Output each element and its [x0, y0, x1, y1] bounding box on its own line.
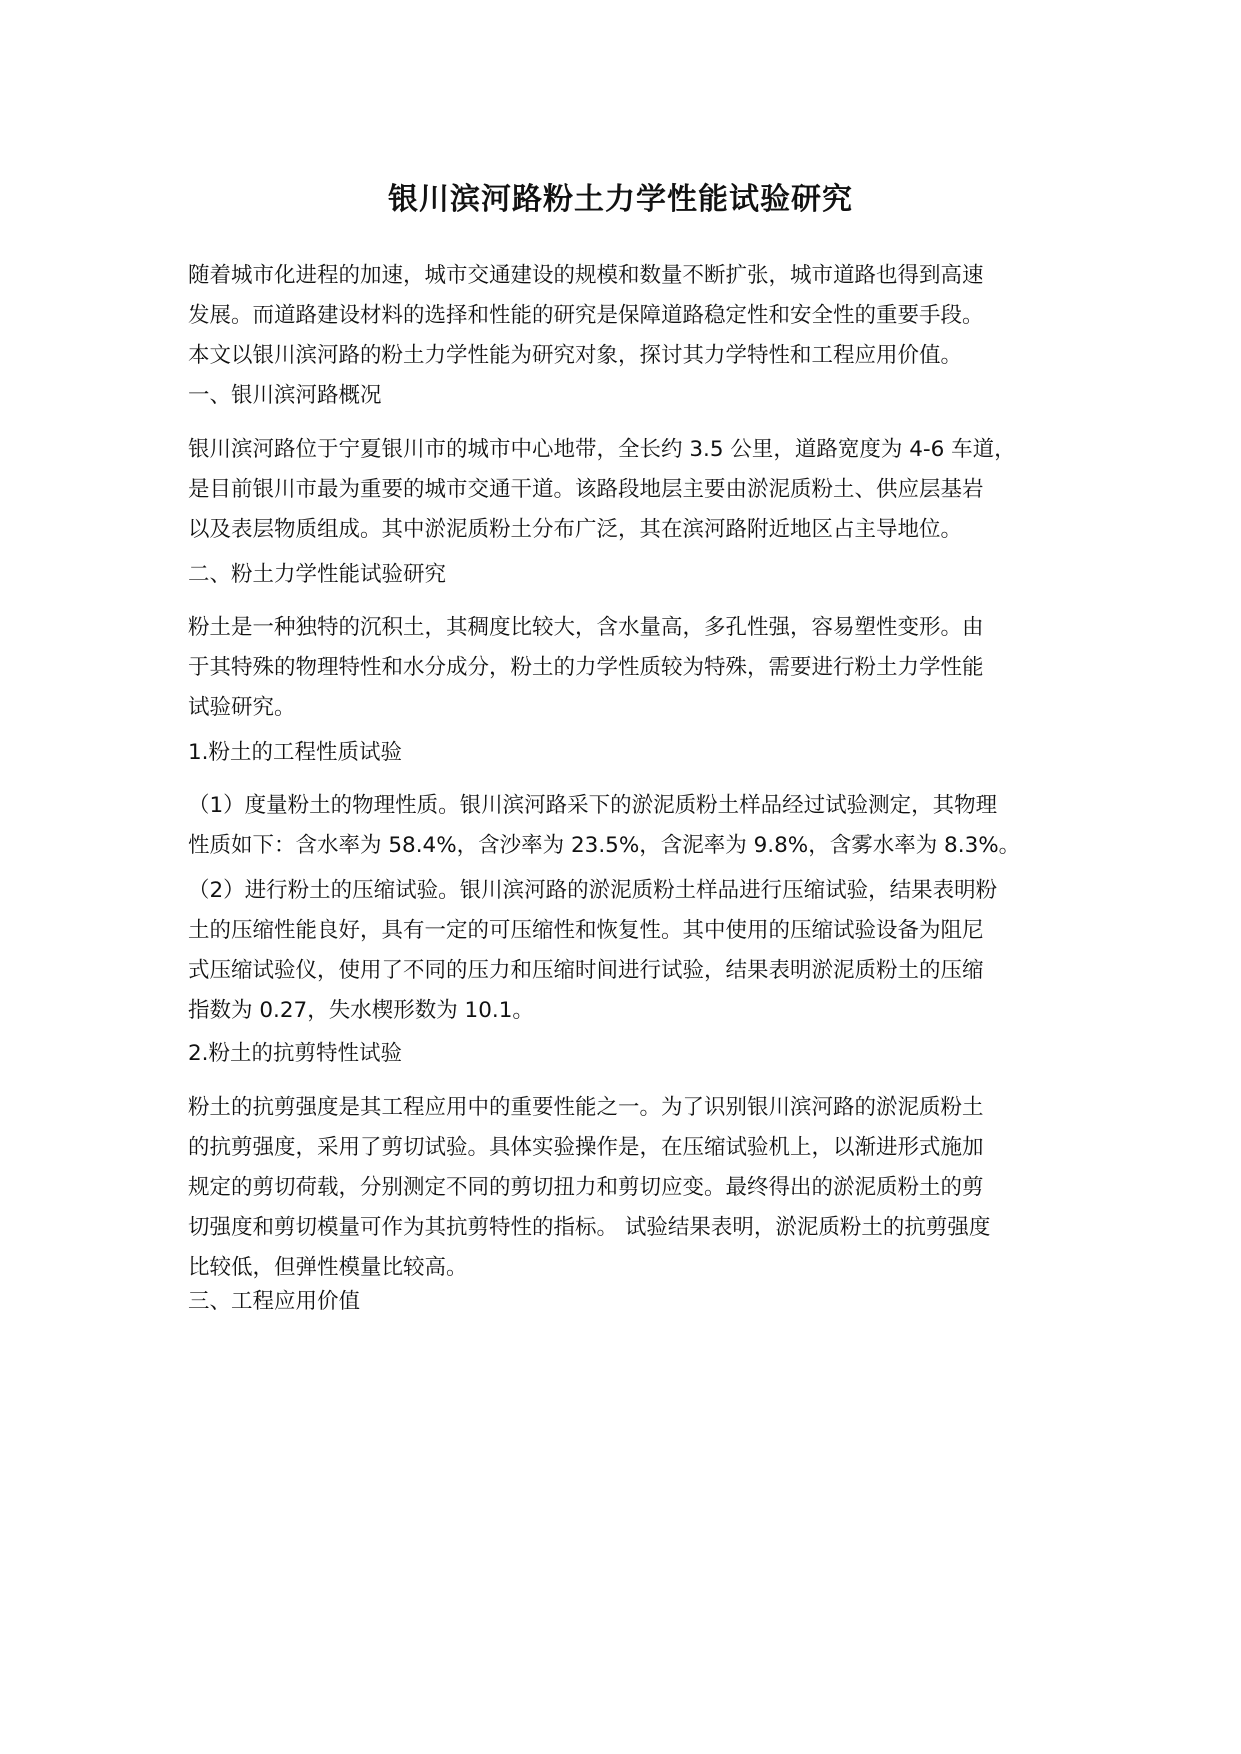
overview-paragraph — [188, 430, 1078, 550]
intro-paragraph — [188, 256, 1078, 376]
section-heading-application: 三、工程应用价值 — [188, 1289, 361, 1314]
paragraph-line: 随着城市化进程的加速，城市交通建设的规模和数量不断扩张，城市道路也得到高速 — [188, 263, 984, 288]
paragraph-line: 粉土是一种独特的沉积土，其稠度比较大，含水量高，多孔性强，容易塑性变形。由 — [188, 615, 984, 640]
paragraph-line: 本文以银川滨河路的粉土力学性能为研究对象，探讨其力学特性和工程应用价值。 — [188, 343, 963, 368]
paragraph-line: 的抗剪强度，采用了剪切试验。具体实验操作是，在压缩试验机上，以渐进形式施加 — [188, 1135, 984, 1160]
paragraph-line: 土的压缩性能良好，具有一定的可压缩性和恢复性。其中使用的压缩试验设备为阻尼 — [188, 918, 984, 943]
section-heading-overview: 一、银川滨河路概况 — [188, 383, 382, 408]
paragraph-line: 式压缩试验仪，使用了不同的压力和压缩时间进行试验，结果表明淤泥质粉土的压缩 — [188, 958, 984, 983]
paragraph-line: 是目前银川市最为重要的城市交通干道。该路段地层主要由淤泥质粉土、供应层基岩 — [188, 477, 984, 502]
subsection-heading-engineering: 1.粉土的工程性质试验 — [188, 740, 403, 765]
paragraph-line: 发展。而道路建设材料的选择和性能的研究是保障道路稳定性和安全性的重要手段。 — [188, 303, 984, 328]
paragraph-line: 银川滨河路位于宁夏银川市的城市中心地带，全长约 3.5 公里，道路宽度为 4-6 车道， — [188, 437, 1016, 462]
paragraph-line: 规定的剪切荷载，分别测定不同的剪切扭力和剪切应变。最终得出的淤泥质粉土的剪 — [188, 1175, 984, 1200]
compression-test-paragraph — [188, 871, 1078, 1031]
paragraph-line: 性质如下：含水率为 58.4%，含沙率为 23.5%，含泥率为 9.8%，含雾水率为 8.3%。 — [188, 833, 1021, 858]
section-heading-experiment: 二、粉土力学性能试验研究 — [188, 562, 447, 587]
shear-test-paragraph — [188, 1088, 1078, 1288]
paragraph-line: （2）进行粉土的压缩试验。银川滨河路的淤泥质粉土样品进行压缩试验，结果表明粉 — [188, 878, 998, 903]
subsection-heading-shear: 2.粉土的抗剪特性试验 — [188, 1041, 403, 1066]
paragraph-line: （1）度量粉土的物理性质。银川滨河路采下的淤泥质粉土样品经过试验测定，其物理 — [188, 793, 998, 818]
paragraph-line: 比较低，但弹性模量比较高。 — [188, 1255, 468, 1280]
document-title: 银川滨河路粉土力学性能试验研究 — [388, 182, 853, 217]
paragraph-line: 试验研究。 — [188, 695, 296, 720]
paragraph-line: 切强度和剪切模量可作为其抗剪特性的指标。 试验结果表明，淤泥质粉土的抗剪强度 — [188, 1215, 991, 1240]
paragraph-line: 粉土的抗剪强度是其工程应用中的重要性能之一。为了识别银川滨河路的淤泥质粉土 — [188, 1095, 984, 1120]
physical-properties-paragraph — [188, 786, 1078, 866]
experiment-paragraph — [188, 608, 1078, 728]
paragraph-line: 以及表层物质组成。其中淤泥质粉土分布广泛，其在滨河路附近地区占主导地位。 — [188, 517, 963, 542]
paragraph-line: 指数为 0.27，失水楔形数为 10.1。 — [188, 998, 534, 1023]
paragraph-line: 于其特殊的物理特性和水分成分，粉土的力学性质较为特殊，需要进行粉土力学性能 — [188, 655, 984, 680]
